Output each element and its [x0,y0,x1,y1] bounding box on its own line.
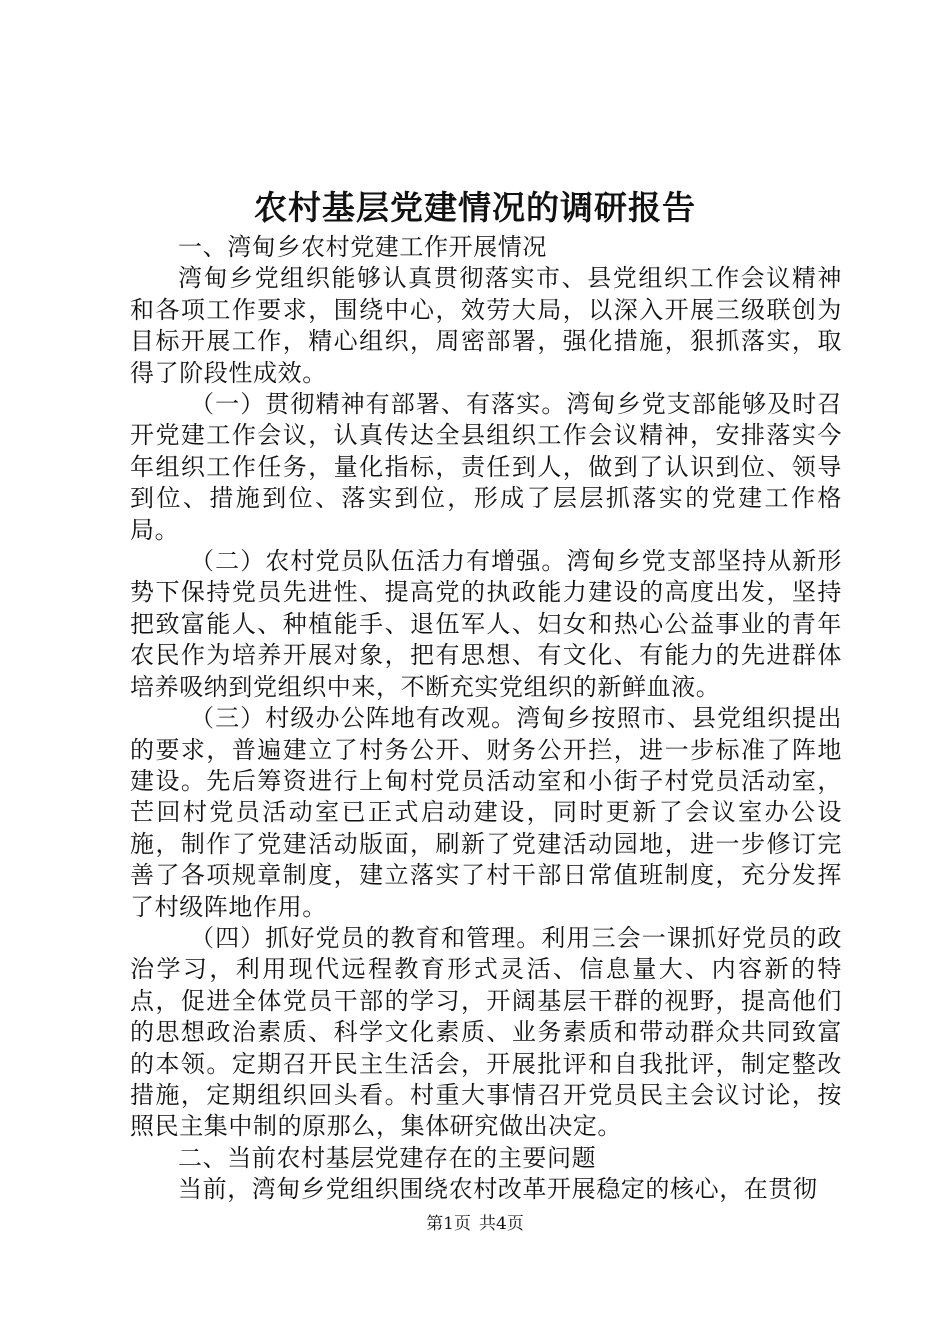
paragraph-intro: 湾甸乡党组织能够认真贯彻落实市、县党组织工作会议精神和各项工作要求，围绕中心，效劳大局，以深入开展三级联创为目标开展工作，精心组织，周密部署，强化措施，狠抓落实，取得了阶段性成效。 [130,264,842,387]
paragraph-problems-intro: 当前，湾甸乡党组织围绕农村改革开展稳定的核心，在贯彻 [178,1175,818,1204]
section-heading-2: 二、当前农村基层党建存在的主要问题 [178,1143,597,1172]
paragraph-item-1: （一）贯彻精神有部署、有落实。湾甸乡党支部能够及时召开党建工作会议，认真传达全县组织工作会议精神，安排落实今年组织工作任务，量化指标，责任到人，做到了认识到位、领导到位、措施到位、落实到位，形成了层层抓落实的党建工作格局。 [130,390,842,544]
document-title: 农村基层党建情况的调研报告 [254,188,696,227]
paragraph-item-4: （四）抓好党员的教育和管理。利用三会一课抓好党员的政治学习，利用现代远程教育形式灵活、信息量大、内容新的特点，促进全体党员干部的学习，开阔基层干群的视野，提高他们的思想政治素质、科学文化素质、业务素质和带动群众共同致富的本领。定期召开民主生活会，开展批评和自我批评，制定整改措施，定期组织回头看。村重大事情召开党员民主会议讨论，按照民主集中制的原那么，集体研究做出决定。 [130,923,842,1141]
paragraph-item-2: （二）农村党员队伍活力有增强。湾甸乡党支部坚持从新形势下保持党员先进性、提高党的执政能力建设的高度出发，坚持把致富能人、种植能手、退伍军人、妇女和热心公益事业的青年农民作为培养开展对象，把有思想、有文化、有能力的先进群体培养吸纳到党组织中来，不断充实党组织的新鲜血液。 [130,547,842,701]
page-number: 第1页 [426,1214,471,1234]
page-total: 共4页 [479,1214,524,1234]
page-footer [0,1212,950,1236]
section-heading-1: 一、湾甸乡农村党建工作开展情况 [178,233,547,261]
paragraph-item-3: （三）村级办公阵地有改观。湾甸乡按照市、县党组织提出的要求，普遍建立了村务公开、财务公开拦，进一步标准了阵地建设。先后筹资进行上甸村党员活动室和小街子村党员活动室，芒回村党员活动室已正式启动建设，同时更新了会议室办公设施，制作了党建活动版面，刷新了党建活动园地，进一步修订完善了各项规章制度，建立落实了村干部日常值班制度，充分发挥了村级阵地作用。 [130,704,842,921]
document-body [130,232,842,1206]
